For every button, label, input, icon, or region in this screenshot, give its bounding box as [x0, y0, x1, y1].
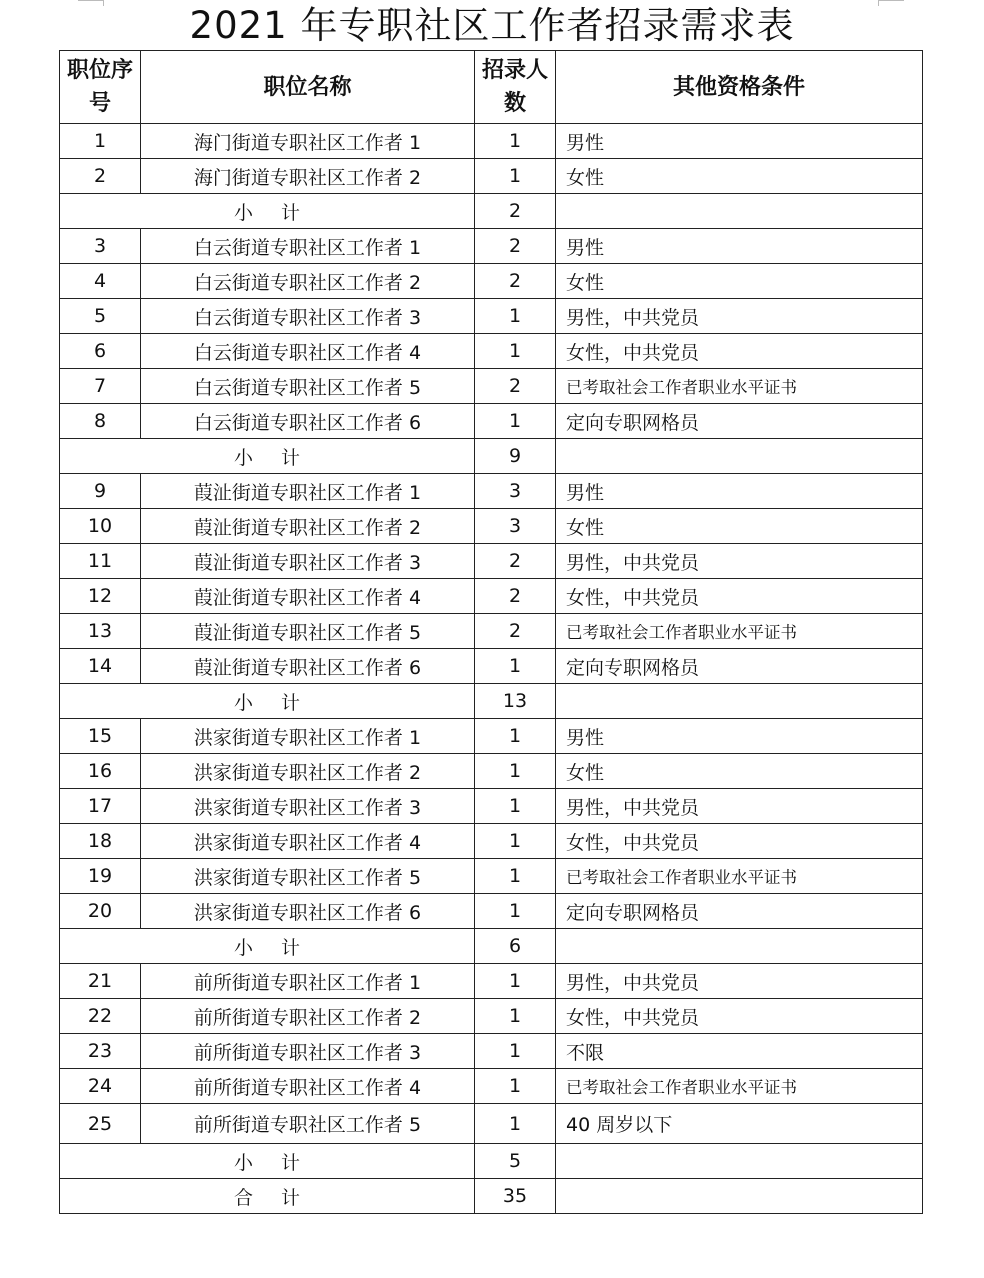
table-row — [60, 124, 923, 159]
table-row — [60, 229, 923, 264]
table-header-row — [60, 51, 923, 124]
cell-name: 葭沚街道专职社区工作者 6 — [141, 649, 475, 684]
cell-count: 1 — [475, 1069, 556, 1104]
table-row — [60, 754, 923, 789]
cell-conditions: 女性 — [556, 754, 923, 789]
cell-conditions: 男性 — [556, 124, 923, 159]
header-seq: 职位序号 — [60, 51, 141, 124]
cell-conditions: 男性，中共党员 — [556, 789, 923, 824]
subtotal-count: 2 — [475, 194, 556, 229]
cell-seq: 17 — [60, 789, 141, 824]
cell-conditions: 40 周岁以下 — [556, 1104, 923, 1144]
cell-name: 海门街道专职社区工作者 2 — [141, 159, 475, 194]
subtotal-label: 小计 — [60, 929, 475, 964]
cell-seq: 12 — [60, 579, 141, 614]
cell-seq: 19 — [60, 859, 141, 894]
cell-seq: 15 — [60, 719, 141, 754]
cell-name: 洪家街道专职社区工作者 5 — [141, 859, 475, 894]
cell-name: 前所街道专职社区工作者 2 — [141, 999, 475, 1034]
cell-name: 白云街道专职社区工作者 1 — [141, 229, 475, 264]
cell-seq: 5 — [60, 299, 141, 334]
cell-conditions: 男性 — [556, 229, 923, 264]
cell-seq: 22 — [60, 999, 141, 1034]
cell-count: 1 — [475, 719, 556, 754]
header-count: 招录人数 — [475, 51, 556, 124]
cell-seq: 25 — [60, 1104, 141, 1144]
cell-conditions-empty — [556, 1144, 923, 1179]
table-row — [60, 964, 923, 999]
document-title: 2021 年专职社区工作者招录需求表 — [189, 4, 795, 47]
total-row — [60, 1179, 923, 1214]
cell-seq: 23 — [60, 1034, 141, 1069]
cell-conditions: 女性，中共党员 — [556, 824, 923, 859]
cell-count: 1 — [475, 404, 556, 439]
table-row — [60, 789, 923, 824]
cell-count: 1 — [475, 1104, 556, 1144]
cell-seq: 2 — [60, 159, 141, 194]
table-row — [60, 264, 923, 299]
cell-conditions: 定向专职网格员 — [556, 649, 923, 684]
cell-name: 葭沚街道专职社区工作者 2 — [141, 509, 475, 544]
table-row — [60, 579, 923, 614]
cell-conditions: 已考取社会工作者职业水平证书 — [556, 859, 923, 894]
cell-seq: 6 — [60, 334, 141, 369]
cell-count: 2 — [475, 579, 556, 614]
header-conditions: 其他资格条件 — [556, 51, 923, 124]
recruitment-table — [59, 50, 923, 1214]
cell-count: 1 — [475, 124, 556, 159]
cell-name: 葭沚街道专职社区工作者 3 — [141, 544, 475, 579]
cell-conditions: 不限 — [556, 1034, 923, 1069]
cell-name: 白云街道专职社区工作者 2 — [141, 264, 475, 299]
cell-conditions: 已考取社会工作者职业水平证书 — [556, 614, 923, 649]
cell-name: 前所街道专职社区工作者 1 — [141, 964, 475, 999]
cell-seq: 9 — [60, 474, 141, 509]
table-row — [60, 1069, 923, 1104]
table-body — [60, 124, 923, 1214]
subtotal-row — [60, 439, 923, 474]
table-row — [60, 404, 923, 439]
cell-seq: 14 — [60, 649, 141, 684]
table-row — [60, 999, 923, 1034]
cell-conditions: 已考取社会工作者职业水平证书 — [556, 369, 923, 404]
cell-count: 3 — [475, 509, 556, 544]
subtotal-label: 小计 — [60, 684, 475, 719]
cell-count: 2 — [475, 369, 556, 404]
cell-count: 1 — [475, 824, 556, 859]
cell-conditions: 男性，中共党员 — [556, 544, 923, 579]
cell-conditions: 男性 — [556, 474, 923, 509]
cell-name: 白云街道专职社区工作者 6 — [141, 404, 475, 439]
cell-seq: 21 — [60, 964, 141, 999]
table-row — [60, 894, 923, 929]
cell-seq: 1 — [60, 124, 141, 159]
cell-conditions-empty — [556, 929, 923, 964]
cell-count: 1 — [475, 999, 556, 1034]
table-row — [60, 859, 923, 894]
table-row — [60, 614, 923, 649]
cell-conditions: 女性，中共党员 — [556, 334, 923, 369]
table-row — [60, 1034, 923, 1069]
cell-count: 3 — [475, 474, 556, 509]
header-name: 职位名称 — [141, 51, 475, 124]
cell-name: 白云街道专职社区工作者 3 — [141, 299, 475, 334]
table-row — [60, 334, 923, 369]
cell-conditions: 男性，中共党员 — [556, 964, 923, 999]
cell-count: 1 — [475, 789, 556, 824]
cell-conditions: 女性 — [556, 509, 923, 544]
table-row — [60, 1104, 923, 1144]
subtotal-row — [60, 684, 923, 719]
cell-count: 2 — [475, 264, 556, 299]
subtotal-label: 小计 — [60, 439, 475, 474]
cell-name: 葭沚街道专职社区工作者 4 — [141, 579, 475, 614]
cell-conditions-empty — [556, 684, 923, 719]
table-row — [60, 474, 923, 509]
cell-count: 1 — [475, 159, 556, 194]
cell-count: 1 — [475, 859, 556, 894]
cell-conditions-empty — [556, 194, 923, 229]
cell-seq: 18 — [60, 824, 141, 859]
cell-name: 洪家街道专职社区工作者 6 — [141, 894, 475, 929]
cell-count: 2 — [475, 229, 556, 264]
cell-conditions: 女性，中共党员 — [556, 999, 923, 1034]
cell-conditions: 女性 — [556, 159, 923, 194]
cell-count: 1 — [475, 299, 556, 334]
subtotal-label: 小计 — [60, 1144, 475, 1179]
cell-conditions: 女性 — [556, 264, 923, 299]
cell-seq: 20 — [60, 894, 141, 929]
subtotal-count: 6 — [475, 929, 556, 964]
table-row — [60, 824, 923, 859]
subtotal-count: 13 — [475, 684, 556, 719]
cell-name: 洪家街道专职社区工作者 1 — [141, 719, 475, 754]
subtotal-count: 9 — [475, 439, 556, 474]
total-count: 35 — [475, 1179, 556, 1214]
table-row — [60, 719, 923, 754]
cell-count: 2 — [475, 614, 556, 649]
cell-count: 1 — [475, 334, 556, 369]
subtotal-row — [60, 1144, 923, 1179]
cell-seq: 13 — [60, 614, 141, 649]
cell-seq: 10 — [60, 509, 141, 544]
cell-count: 1 — [475, 1034, 556, 1069]
cell-conditions: 已考取社会工作者职业水平证书 — [556, 1069, 923, 1104]
table-row — [60, 369, 923, 404]
cell-count: 2 — [475, 544, 556, 579]
table-row — [60, 649, 923, 684]
subtotal-row — [60, 929, 923, 964]
cell-name: 前所街道专职社区工作者 3 — [141, 1034, 475, 1069]
cell-name: 洪家街道专职社区工作者 2 — [141, 754, 475, 789]
subtotal-label: 小计 — [60, 194, 475, 229]
table-row — [60, 544, 923, 579]
cell-conditions: 女性，中共党员 — [556, 579, 923, 614]
cell-conditions-empty — [556, 1179, 923, 1214]
cell-name: 海门街道专职社区工作者 1 — [141, 124, 475, 159]
cell-count: 1 — [475, 649, 556, 684]
table-row — [60, 299, 923, 334]
cell-seq: 7 — [60, 369, 141, 404]
subtotal-count: 5 — [475, 1144, 556, 1179]
cell-seq: 24 — [60, 1069, 141, 1104]
cell-name: 白云街道专职社区工作者 5 — [141, 369, 475, 404]
cell-conditions: 男性，中共党员 — [556, 299, 923, 334]
cell-name: 洪家街道专职社区工作者 4 — [141, 824, 475, 859]
cell-count: 1 — [475, 754, 556, 789]
cell-seq: 16 — [60, 754, 141, 789]
cell-conditions: 男性 — [556, 719, 923, 754]
crop-mark-right — [878, 0, 904, 3]
cell-conditions-empty — [556, 439, 923, 474]
cell-name: 葭沚街道专职社区工作者 5 — [141, 614, 475, 649]
cell-name: 前所街道专职社区工作者 4 — [141, 1069, 475, 1104]
cell-count: 1 — [475, 964, 556, 999]
total-label: 合计 — [60, 1179, 475, 1214]
crop-mark-left — [78, 0, 104, 3]
cell-conditions: 定向专职网格员 — [556, 404, 923, 439]
cell-name: 白云街道专职社区工作者 4 — [141, 334, 475, 369]
table-row — [60, 509, 923, 544]
cell-conditions: 定向专职网格员 — [556, 894, 923, 929]
cell-name: 前所街道专职社区工作者 5 — [141, 1104, 475, 1144]
cell-count: 1 — [475, 894, 556, 929]
cell-name: 葭沚街道专职社区工作者 1 — [141, 474, 475, 509]
cell-seq: 8 — [60, 404, 141, 439]
cell-name: 洪家街道专职社区工作者 3 — [141, 789, 475, 824]
table-row — [60, 159, 923, 194]
cell-seq: 11 — [60, 544, 141, 579]
subtotal-row — [60, 194, 923, 229]
cell-seq: 3 — [60, 229, 141, 264]
cell-seq: 4 — [60, 264, 141, 299]
